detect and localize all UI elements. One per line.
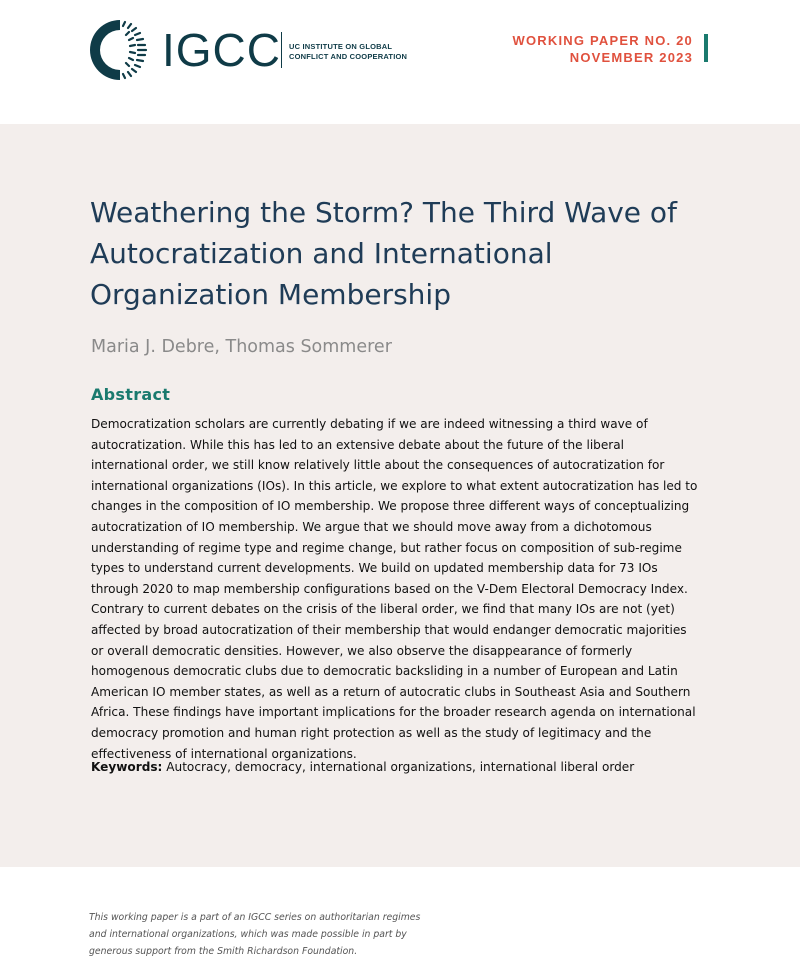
logo-wordmark: IGCC (162, 24, 281, 76)
logo-divider (281, 32, 282, 68)
keywords-label: Keywords: (91, 760, 163, 774)
accent-bar (704, 34, 708, 62)
keywords (91, 757, 701, 777)
paper-title: Weathering the Storm? The Third Wave of Autocratization and International Organization Membership (90, 196, 677, 311)
logo-tagline-line1: UC INSTITUTE ON GLOBAL (289, 42, 393, 51)
abstract-body: Democratization scholars are currently debating if we are indeed witnessing a third wave of autocratization. While this has led to an extensive debate about the future of the liberal international order, we still know relatively little about the consequences of autocratization for international organizations (IOs). In this article, we explore to what extent autocratization has led to changes in the composition of IO membership. We propose three different ways of conceptualizing autocratization of IO membership. We argue that we should move away from a dichotomous understanding of regime type and regime change, but rather focus on composition of sub-regime types to understand current developments. We build on updated membership data for 73 IOs through 2020 to map membership configurations based on the V-Dem Electoral Democracy Index. Contrary to current debates on the crisis of the liberal order, we find that many IOs are not (yet) affected by broad autocratization of their membership that would endanger democratic majorities or overall democratic densities. However, we also observe the disappearance of formerly homogenous democratic clubs due to democratic backsliding in a number of European and Latin American IO member states, as well as a return of autocratic clubs in Southeast Asia and Southern Africa. These findings have important implications for the broader research agenda on international democracy promotion and human right protection as well as the study of legitimacy and the effectiveness of international organizations. (91, 417, 698, 761)
footnote: This working paper is a part of an IGCC series on authoritarian regimes and international organizations, which was made possible in part by generous support from the Smith Richardson Foundation. (89, 912, 421, 957)
paper-info (512, 32, 693, 66)
logo-tagline-line2: CONFLICT AND COOPERATION (289, 52, 408, 61)
igcc-logo-icon (88, 18, 152, 82)
logo-tagline (289, 42, 407, 62)
abstract-heading: Abstract (91, 385, 171, 404)
paper-date: NOVEMBER 2023 (569, 50, 693, 65)
paper-number: WORKING PAPER NO. 20 (512, 33, 693, 48)
paper-authors: Maria J. Debre, Thomas Sommerer (91, 337, 392, 357)
keywords-list: Autocracy, democracy, international organizations, international liberal order (166, 760, 635, 774)
header (0, 0, 800, 124)
